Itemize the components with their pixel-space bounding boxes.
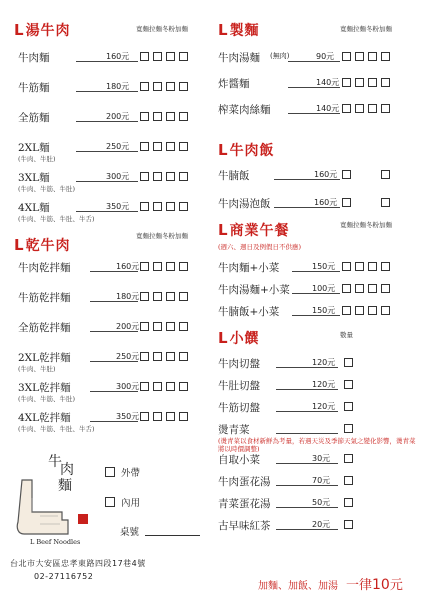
option-checkbox[interactable] [179,202,188,211]
menu-item-row [218,196,418,216]
option-checkbox[interactable] [166,52,175,61]
item-price: 160元 [314,198,338,207]
sides-column-header: 數量 [340,331,353,339]
phone: 02-27116752 [34,572,94,581]
section-title-soup: L湯牛肉 [14,21,71,39]
option-checkbox[interactable] [166,172,175,181]
footer-note: 加麵、加飯、加湯 一律10元 [258,577,403,593]
item-name: 2XL麵 [18,142,50,154]
option-checkbox[interactable] [153,262,162,271]
option-checkbox[interactable] [153,322,162,331]
item-name: 全筋乾拌麵 [18,322,71,334]
header-wide: 寬麵 [136,25,149,33]
item-name: 牛肚切盤 [218,380,260,392]
option-checkboxes [140,142,192,151]
option-checkbox[interactable] [140,352,149,361]
option-checkboxes [342,78,394,87]
item-detail: (牛肉、牛筋、牛肚、牛舌) [18,425,95,433]
menu-item-row [18,380,208,403]
menu-item-row [218,400,418,420]
header-wide: 寬麵 [136,232,149,240]
sides-note: (燙青菜以食材新鮮為考量，若遇天災及季節天氣之變化影響，燙青菜將以時價調整) [218,437,416,453]
menu-item-row [218,260,418,280]
menu-item-row [18,260,208,280]
option-checkbox[interactable] [381,198,390,207]
option-checkbox[interactable] [368,262,377,271]
dinein-option[interactable] [105,495,140,509]
option-checkbox[interactable] [355,52,364,61]
option-checkbox[interactable] [179,172,188,181]
option-checkbox[interactable] [153,352,162,361]
option-checkboxes [342,170,420,179]
option-checkbox[interactable] [153,292,162,301]
item-detail: (牛肉、牛筋、牛肚) [18,185,76,193]
option-checkboxes [342,284,394,293]
menu-item-row [18,290,208,310]
option-checkbox[interactable] [179,352,188,361]
header-pulled: 拉麵 [149,232,162,240]
option-checkbox[interactable] [140,112,149,121]
item-detail: (牛肉、牛肚) [18,155,56,163]
option-checkbox[interactable] [368,284,377,293]
menu-item-row [218,50,418,70]
item-name: 牛腩飯+小菜 [218,306,280,318]
option-checkbox[interactable] [166,142,175,151]
item-price: 160元 [106,52,130,61]
option-checkboxes [140,262,192,271]
dry-column-headers [136,233,188,241]
option-checkbox[interactable] [344,476,353,485]
item-price: 180元 [116,292,140,301]
option-checkbox[interactable] [153,382,162,391]
menu-item-row [18,170,208,193]
option-checkbox[interactable] [344,402,353,411]
item-name: 榨菜肉絲麵 [218,104,271,116]
item-detail: (牛肉、牛肚) [18,365,56,373]
menu-item-row [18,410,208,433]
item-name: 自取小菜 [218,454,260,466]
option-checkbox[interactable] [342,170,351,179]
option-checkboxes [140,292,192,301]
option-checkboxes [140,112,192,121]
option-checkboxes [140,412,192,421]
section-title-dry: L乾牛肉 [14,236,71,254]
address: 台北市大安區忠孝東路四段17巷4號 [10,559,146,568]
dinein-label: 內用 [121,498,141,509]
item-name: 牛筋切盤 [218,402,260,414]
option-checkbox[interactable] [179,382,188,391]
item-price: 30元 [312,454,331,463]
item-name: 牛筋麵 [18,82,50,94]
item-price: 70元 [312,476,331,485]
option-checkboxes [140,172,192,181]
option-checkbox[interactable] [166,262,175,271]
item-name: 3XL麵 [18,172,50,184]
option-checkboxes [344,380,357,389]
option-checkbox[interactable] [179,112,188,121]
option-checkboxes [342,52,394,61]
option-checkbox[interactable] [166,202,175,211]
option-checkbox[interactable] [381,104,390,113]
option-checkboxes [344,424,357,433]
option-checkbox[interactable] [368,306,377,315]
takeout-label: 外帶 [121,468,141,479]
menu-item-row [218,356,418,376]
menu-item-row [218,102,418,122]
option-checkbox[interactable] [381,78,390,87]
option-checkbox[interactable] [344,424,353,433]
menu-item-row [18,80,208,100]
option-checkbox[interactable] [179,322,188,331]
menu-item-row [218,496,418,516]
item-price: 140元 [316,104,340,113]
header-extra: 加麵 [175,25,188,33]
option-checkboxes [140,322,192,331]
option-checkbox[interactable] [344,520,353,529]
item-price: 120元 [312,358,336,367]
item-name: 牛肉乾拌麵 [18,262,71,274]
option-checkbox[interactable] [344,454,353,463]
table-number-label: 桌號 [120,527,140,538]
item-name: 3XL乾拌麵 [18,382,71,394]
item-name: 青菜蛋花湯 [218,498,271,510]
section-title-special: L製麵 [218,21,260,39]
header-extra: 加麵 [175,232,188,240]
item-name: 牛肉切盤 [218,358,260,370]
option-checkbox[interactable] [342,262,351,271]
option-checkbox[interactable] [166,112,175,121]
item-price: 180元 [106,82,130,91]
option-checkboxes [342,306,394,315]
menu-item-row [18,110,208,130]
option-checkboxes [140,82,192,91]
option-checkbox[interactable] [342,78,351,87]
option-checkboxes [140,202,192,211]
option-checkbox[interactable] [166,82,175,91]
option-checkbox[interactable] [381,52,390,61]
option-checkbox[interactable] [153,412,162,421]
section-title-rice: L牛肉飯 [218,141,275,159]
option-checkbox[interactable] [179,82,188,91]
item-price: 200元 [116,322,140,331]
option-checkbox[interactable] [355,284,364,293]
lunch-note: (週六、週日及例假日不供應) [218,243,302,251]
option-checkboxes [344,358,357,367]
section-title-sides: L小饌 [218,329,260,347]
item-name: 牛肉麵 [18,52,50,64]
option-checkbox[interactable] [368,104,377,113]
item-price: 250元 [106,142,130,151]
option-checkbox[interactable] [355,78,364,87]
item-name: 全筋麵 [18,112,50,124]
svg-text:肉: 肉 [60,462,74,478]
option-checkbox[interactable] [153,52,162,61]
table-number-field[interactable] [145,535,200,536]
item-name: 炸醬麵 [218,78,250,90]
item-price: 350元 [106,202,130,211]
item-name: 4XL乾拌麵 [18,412,71,424]
option-checkboxes [342,104,394,113]
option-checkbox[interactable] [179,292,188,301]
takeout-checkbox[interactable] [105,467,115,477]
menu-item-row [218,304,418,324]
item-name: 牛筋乾拌麵 [18,292,71,304]
option-checkbox[interactable] [355,104,364,113]
menu-item-row [218,474,418,494]
item-price: 160元 [314,170,338,179]
hand-l-icon [10,450,105,550]
header-vermicelli: 冬粉 [162,232,175,240]
option-checkbox[interactable] [166,322,175,331]
option-checkbox[interactable] [355,306,364,315]
menu-item-row [218,282,418,302]
option-checkbox[interactable] [342,52,351,61]
item-price: 250元 [116,352,140,361]
special-column-headers: 寬麵 拉麵 冬粉 加麵 [340,25,392,33]
item-price: 300元 [106,172,130,181]
item-name: 牛肉蛋花湯 [218,476,271,488]
item-price: 300元 [116,382,140,391]
dinein-checkbox[interactable] [105,497,115,507]
item-name: 牛肉湯麵+小菜 [218,284,290,296]
item-detail: (牛肉、牛筋、牛肚、牛舌) [18,215,95,223]
header-pulled: 拉麵 [149,25,162,33]
option-checkbox[interactable] [140,292,149,301]
option-checkboxes [344,520,357,529]
option-checkbox[interactable] [381,170,390,179]
option-checkbox[interactable] [368,78,377,87]
option-checkbox[interactable] [140,262,149,271]
option-checkbox[interactable] [368,52,377,61]
item-price: 120元 [312,402,336,411]
option-checkbox[interactable] [153,202,162,211]
option-checkbox[interactable] [166,292,175,301]
item-name: 燙青菜 [218,424,250,436]
option-checkbox[interactable] [166,352,175,361]
option-checkbox[interactable] [342,284,351,293]
option-checkbox[interactable] [153,142,162,151]
menu-item-row [18,200,208,223]
option-checkboxes [344,402,357,411]
brand-logo [10,450,105,550]
lunch-column-headers: 寬麵 拉麵 冬粉 加麵 [340,221,392,229]
option-checkbox[interactable] [140,412,149,421]
item-name: 古早味紅茶 [218,520,271,532]
option-checkbox[interactable] [342,306,351,315]
menu-item-row [18,140,208,163]
option-checkbox[interactable] [381,262,390,271]
option-checkbox[interactable] [179,412,188,421]
section-title-lunch: L商業午餐 [218,221,290,239]
option-checkbox[interactable] [140,142,149,151]
svg-text:麵: 麵 [58,478,72,494]
brand-en: L Beef Noodles [30,538,81,546]
menu-item-row [218,378,418,398]
option-checkbox[interactable] [140,82,149,91]
item-name: 牛肉麵+小菜 [218,262,280,274]
option-checkboxes [344,498,357,507]
menu-item-row [18,350,208,373]
option-checkbox[interactable] [381,306,390,315]
option-checkboxes [140,52,192,61]
option-checkbox[interactable] [342,198,351,207]
option-checkbox[interactable] [140,172,149,181]
item-price: 150元 [312,306,336,315]
header-vermicelli: 冬粉 [162,25,175,33]
menu-item-row [18,320,208,340]
item-name: 牛肉湯泡飯 [218,198,271,210]
item-price: 200元 [106,112,130,121]
option-checkbox[interactable] [140,322,149,331]
item-price: 100元 [312,284,336,293]
brand-cn-top: 牛 [48,454,62,470]
option-checkbox[interactable] [140,52,149,61]
item-name: 4XL麵 [18,202,50,214]
option-checkbox[interactable] [153,112,162,121]
item-note: (無肉) [270,52,290,60]
menu-item-row [218,168,418,188]
option-checkboxes [342,198,420,207]
item-price: 20元 [312,520,331,529]
option-checkbox[interactable] [166,412,175,421]
option-checkbox[interactable] [153,82,162,91]
item-detail: (牛肉、牛筋、牛肚) [18,395,76,403]
option-checkbox[interactable] [342,104,351,113]
takeout-option[interactable] [105,465,140,479]
menu-item-row [218,76,418,96]
item-price: 90元 [316,52,335,61]
option-checkboxes [140,382,192,391]
option-checkbox[interactable] [179,52,188,61]
option-checkboxes [344,454,357,463]
option-checkboxes [140,352,192,361]
option-checkbox[interactable] [179,142,188,151]
item-price: 140元 [316,78,340,87]
menu-item-row [18,50,208,70]
option-checkbox[interactable] [344,380,353,389]
item-price: 350元 [116,412,140,421]
option-checkboxes [344,476,357,485]
item-name: 2XL乾拌麵 [18,352,71,364]
item-price: 50元 [312,498,331,507]
menu-item-row [218,452,418,472]
option-checkbox[interactable] [153,172,162,181]
menu-item-row [218,518,418,538]
soup-column-headers [136,26,188,34]
item-price: 160元 [116,262,140,271]
price-line [276,433,338,434]
option-checkbox[interactable] [179,262,188,271]
option-checkboxes [342,262,394,271]
option-checkbox[interactable] [344,358,353,367]
item-name: 牛肉湯麵 [218,52,260,64]
option-checkbox[interactable] [381,284,390,293]
option-checkbox[interactable] [140,382,149,391]
option-checkbox[interactable] [140,202,149,211]
option-checkbox[interactable] [355,262,364,271]
option-checkbox[interactable] [344,498,353,507]
item-name: 牛腩飯 [218,170,250,182]
option-checkbox[interactable] [166,382,175,391]
item-price: 150元 [312,262,336,271]
item-price: 120元 [312,380,336,389]
